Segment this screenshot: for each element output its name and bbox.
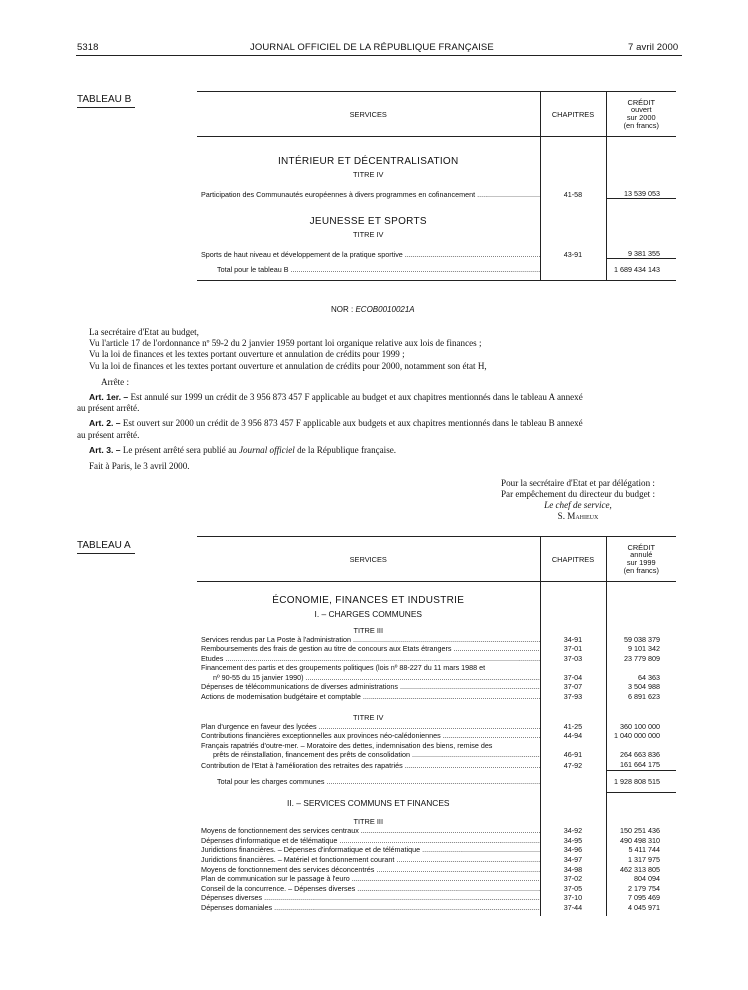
- table-row-amount: 13 539 053: [606, 179, 676, 199]
- tableau-b-tag: TABLEAU B: [77, 94, 135, 108]
- table-row-amount: 360 100 000: [620, 721, 660, 731]
- table-row: [197, 654, 676, 664]
- preamble-line: La secrétaire d'Etat au budget,: [89, 327, 199, 337]
- table-row-chapitre: 37-44: [540, 903, 606, 913]
- table-row-amount: 5 411 744: [628, 845, 660, 855]
- signature-role: Le chef de service,: [544, 500, 612, 510]
- table-row: [197, 692, 676, 702]
- col-header-chapitres: CHAPITRES: [540, 92, 606, 137]
- table-row: [197, 855, 676, 865]
- table-row-amount: 462 313 805: [620, 864, 660, 874]
- total-amount: 1 928 808 515: [606, 770, 676, 792]
- table-row: [197, 663, 676, 673]
- table-row-chapitre: 41-58: [540, 179, 606, 199]
- table-row-label: Sports de haut niveau et développement de la pratique sportive .....: [197, 239, 540, 259]
- titre-label: TITRE IV: [197, 702, 540, 722]
- signature-block: [470, 478, 686, 522]
- table-row-label: Remboursements des frais de gestion au titre de concours aux Etats étrangers .....: [197, 644, 540, 654]
- table-row-chapitre: 37-03: [540, 654, 606, 664]
- section-title: JEUNESSE ET SPORTS: [197, 199, 540, 227]
- table-row-amount: 9 381 355: [606, 239, 676, 259]
- table-row: [197, 741, 676, 751]
- part-title: II. – SERVICES COMMUNS ET FINANCES: [197, 792, 540, 808]
- table-row-chapitre: 34-98: [540, 865, 606, 875]
- table-row: [197, 682, 676, 692]
- table-row-label: Services rendus par La Poste à l'administration .....: [197, 635, 540, 645]
- table-row: [197, 673, 676, 683]
- col-header-chapitres: CHAPITRES: [540, 537, 606, 582]
- table-row-chapitre: 37-02: [540, 874, 606, 884]
- titre-label: TITRE III: [197, 808, 540, 826]
- table-row-chapitre: 34-95: [540, 836, 606, 846]
- page-number: 5318: [77, 42, 99, 53]
- col-header-credit: CRÉDIT annulé sur 1999 (en francs): [606, 537, 676, 582]
- table-row-amount: 23 779 809: [624, 653, 660, 663]
- table-row-chapitre: 47-92: [540, 760, 606, 770]
- table-row-amount: 2 179 754: [628, 883, 660, 893]
- table-row: [197, 760, 676, 770]
- section-title: INTÉRIEUR ET DÉCENTRALISATION: [197, 137, 540, 167]
- table-row-amount: 64 363: [638, 672, 660, 682]
- table-row-label: prêts de réinstallation, financement des prêts de consolidation .....: [197, 750, 540, 760]
- table-row-amount: 150 251 436: [620, 826, 660, 836]
- col-header-services: SERVICES: [197, 92, 540, 137]
- table-row: [197, 722, 676, 732]
- table-row: [197, 874, 676, 884]
- table-row-label: Plan d'urgence en faveur des lycées .....: [197, 722, 540, 732]
- article-3: Art. 3. – Le présent arrêté sera publié au Journal officiel de la République française.: [89, 444, 397, 455]
- table-row-label: Dépenses domaniales .....: [197, 903, 540, 913]
- table-row-label: Etudes .....: [197, 654, 540, 664]
- table-row: [197, 750, 676, 760]
- table-row-label: Dépenses d'informatique et de télématique .....: [197, 836, 540, 846]
- col-header-credit: CRÉDIT ouvert sur 2000 (en francs): [606, 92, 676, 137]
- table-row-amount: [606, 663, 676, 673]
- table-row-label: Conseil de la concurrence. – Dépenses diverses .....: [197, 884, 540, 894]
- table-row-amount: 6 891 623: [628, 692, 660, 702]
- titre-label: TITRE IV: [197, 227, 540, 239]
- table-row-label: Juridictions financières. – Matériel et fonctionnement courant .....: [197, 855, 540, 865]
- table-row-label: nº 90-55 du 15 janvier 1990) .....: [197, 673, 540, 683]
- total-amount: 1 689 434 143: [606, 259, 676, 281]
- table-row: [197, 644, 676, 654]
- table-row-amount: 161 664 175: [620, 760, 660, 770]
- journal-title: JOURNAL OFFICIEL DE LA RÉPUBLIQUE FRANÇAISE: [250, 42, 494, 53]
- table-row-amount: 1 317 975: [628, 854, 660, 864]
- part-title: I. – CHARGES COMMUNES: [197, 606, 540, 619]
- table-row-chapitre: 37-05: [540, 884, 606, 894]
- table-row-amount: 490 498 310: [620, 835, 660, 845]
- table-row-amount: 7 095 469: [628, 893, 660, 903]
- tableau-a-tag: TABLEAU A: [77, 540, 135, 554]
- col-header-services: SERVICES: [197, 537, 540, 582]
- table-row-chapitre: 34-97: [540, 855, 606, 865]
- signatory-name: S. Mahieux: [557, 511, 599, 521]
- signature-line: Par empêchement du directeur du budget :: [500, 489, 656, 499]
- table-row-chapitre: [540, 663, 606, 673]
- table-row-amount: 1 040 000 000: [614, 731, 660, 741]
- table-row-chapitre: 46-91: [540, 750, 606, 760]
- decree-body: [77, 327, 677, 472]
- fait-a-paris: Fait à Paris, le 3 avril 2000.: [89, 461, 190, 472]
- signature-line: Pour la secrétaire d'Etat et par délégation :: [501, 478, 655, 488]
- preamble-line: Vu l'article 17 de l'ordonnance nº 59-2 du 2 janvier 1959 portant loi organique relative aux lois de finances ;: [89, 338, 482, 349]
- table-row-label: Dépenses de télécommunications de diverses administrations .....: [197, 682, 540, 692]
- article-2: Art. 2. – Est ouvert sur 2000 un crédit de 3 956 873 457 F applicable aux budgets et aux chapitres mentionnés dans le tableau B annexé: [89, 418, 583, 429]
- table-row-amount: 4 045 971: [628, 902, 660, 912]
- table-row-chapitre: 37-04: [540, 673, 606, 683]
- table-row-chapitre: [540, 741, 606, 751]
- page-date: 7 avril 2000: [628, 42, 679, 53]
- ministry-title: ÉCONOMIE, FINANCES ET INDUSTRIE: [197, 582, 540, 606]
- table-row: [197, 836, 676, 846]
- table-row-amount: 3 504 988: [628, 682, 660, 692]
- table-row-label: Plan de communication sur le passage à l'euro .....: [197, 874, 540, 884]
- table-row-chapitre: 34-92: [540, 826, 606, 836]
- table-row: [197, 731, 676, 741]
- table-row: [197, 884, 676, 894]
- table-row-chapitre: 37-93: [540, 692, 606, 702]
- table-row-amount: 59 038 379: [624, 634, 660, 644]
- table-row-chapitre: 37-10: [540, 893, 606, 903]
- table-row: [197, 635, 676, 645]
- table-row-chapitre: 34-91: [540, 635, 606, 645]
- table-row: [197, 865, 676, 875]
- titre-label: TITRE IV: [197, 167, 540, 179]
- table-row-label: Juridictions financières. – Dépenses d'informatique et de télématique .....: [197, 845, 540, 855]
- table-row: [197, 845, 676, 855]
- nor-reference: NOR : ECOB0010021A: [331, 305, 415, 314]
- table-row-label: Moyens de fonctionnement des services déconcentrés .....: [197, 865, 540, 875]
- tableau-b: [197, 91, 676, 281]
- table-row-chapitre: 44-94: [540, 731, 606, 741]
- table-row: [197, 826, 676, 836]
- table-row-amount: [606, 741, 676, 751]
- titre-label: TITRE III: [197, 619, 540, 635]
- table-row: [197, 893, 676, 903]
- table-row-label: Français rapatriés d'outre-mer. – Moratoire des dettes, indemnisation des biens, remise des: [197, 741, 540, 751]
- tableau-a: [197, 536, 676, 916]
- table-row-label: Moyens de fonctionnement des services centraux .....: [197, 826, 540, 836]
- table-row-amount: 804 094: [634, 874, 660, 884]
- table-row-chapitre: 37-07: [540, 682, 606, 692]
- article-1: Art. 1er. – Est annulé sur 1999 un crédit de 3 956 873 457 F applicable au budget et aux chapitres mentionnés dans le tableau A annexé: [89, 392, 583, 403]
- table-row-amount: 9 101 342: [628, 644, 660, 654]
- preamble-line: Vu la loi de finances et les textes portant ouverture et annulation de crédits pour 1999 ;: [89, 349, 405, 360]
- table-row-label: Participation des Communautés européennes à divers programmes en cofinancement .....: [197, 179, 540, 199]
- table-row-label: Contributions financières exceptionnelles aux provinces néo-calédoniennes .....: [197, 731, 540, 741]
- article-1-cont: au présent arrêté.: [77, 403, 140, 414]
- table-row-chapitre: 41-25: [540, 722, 606, 732]
- table-row-chapitre: 37-01: [540, 644, 606, 654]
- table-row-label: Actions de modernisation budgétaire et comptable .....: [197, 692, 540, 702]
- table-row-label: Financement des partis et des groupements politiques (lois nº 88-227 du 11 mars 1988 et: [197, 663, 540, 673]
- table-row-chapitre: 43-91: [540, 239, 606, 259]
- arrete-heading: Arrête :: [101, 376, 130, 387]
- total-label: Total pour le tableau B .....: [197, 259, 540, 281]
- table-row: [197, 903, 676, 913]
- header-rule: [76, 55, 682, 56]
- table-row-chapitre: 34-96: [540, 845, 606, 855]
- table-row-label: Dépenses diverses .....: [197, 893, 540, 903]
- article-2-cont: au présent arrêté.: [77, 429, 140, 440]
- table-row-amount: 264 663 836: [620, 750, 660, 760]
- table-row-label: Contribution de l'Etat à l'amélioration des retraites des rapatriés .....: [197, 760, 540, 770]
- preamble-line: Vu la loi de finances et les textes portant ouverture et annulation de crédits pour 2000, notamment son état H,: [89, 360, 487, 371]
- total-label: Total pour les charges communes .....: [197, 770, 540, 792]
